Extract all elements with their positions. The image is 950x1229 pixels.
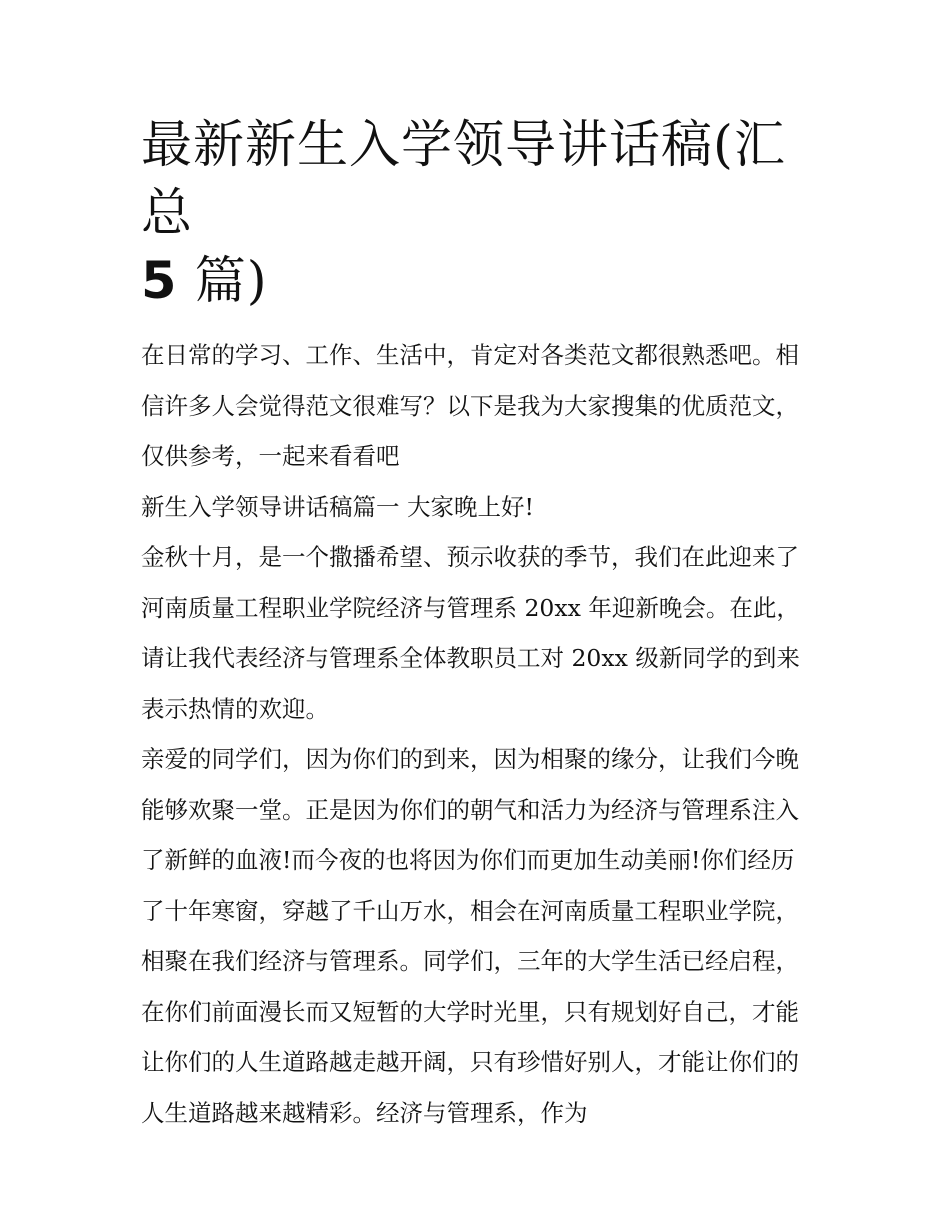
title-suffix: 篇) bbox=[177, 252, 268, 311]
paragraph-heading: 新生入学领导讲话稿篇一 大家晚上好! bbox=[141, 492, 534, 521]
document-body bbox=[141, 330, 813, 1138]
paragraph-intro: 在日常的学习、工作、生活中，肯定对各类范文都很熟悉吧。相信许多人会觉得范文很难写？以下是我为大家搜集的优质范文，仅供参考，一起来看看吧 bbox=[141, 341, 799, 470]
paragraph-address: 亲爱的同学们，因为你们的到来，因为相聚的缘分，让我们今晚能够欢聚一堂。正是因为你们的朝气和活力为经济与管理系注入了新鲜的血液!而今夜的也将因为你们而更加生动美丽!你们经历了十年寒窗，穿越了千山万水，相会在河南质量工程职业学院，相聚在我们经济与管理系。同学们，三年的大学生活已经启程，在你们前面漫长而又短暂的大学时光里，只有规划好自己，才能让你们的人生道路越走越开阔，只有珍惜好别人，才能让你们的人生道路越来越精彩。经济与管理系，作为 bbox=[141, 745, 799, 1127]
paragraph-welcome: 金秋十月，是一个撒播希望、预示收获的季节，我们在此迎来了河南质量工程职业学院经济与管理系 20xx 年迎新晚会。在此，请让我代表经济与管理系全体教职员工对 20xx 级新同学的到来表示热情的欢迎。 bbox=[141, 543, 800, 723]
title-text: 最新新生入学领导讲话稿(汇总 bbox=[141, 116, 786, 243]
title-number: 5 bbox=[141, 252, 178, 311]
document-title bbox=[141, 112, 813, 316]
document-content bbox=[141, 112, 813, 1138]
